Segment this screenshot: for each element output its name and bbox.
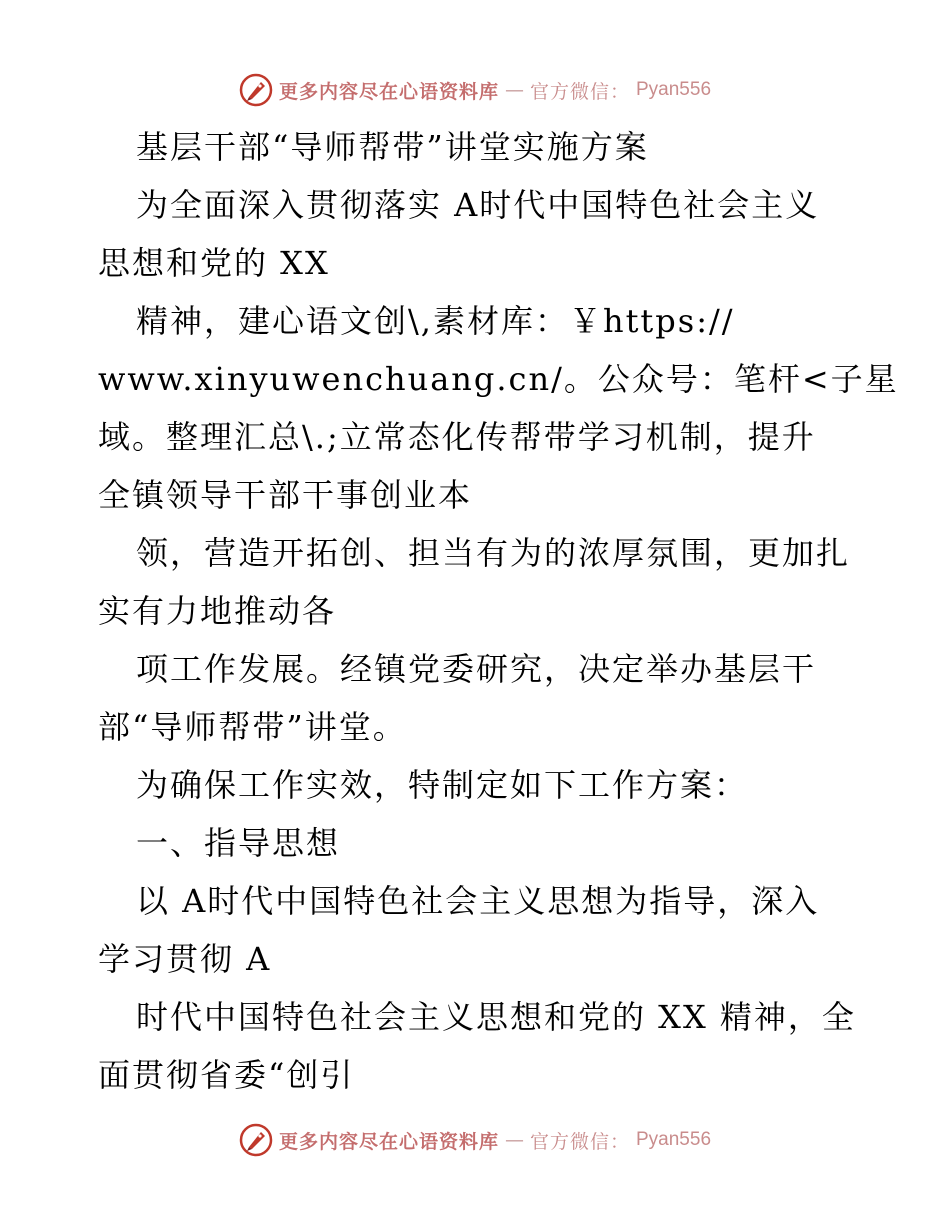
header-wechat-label: 官方微信： xyxy=(529,80,630,103)
pen-nib-logo-icon xyxy=(239,73,273,107)
text-line: 领，营造开拓创、担当有为的浓厚氛围，更加扎 xyxy=(136,534,851,572)
footer-banner xyxy=(0,1120,950,1160)
text-line: 基层干部“导师帮带”讲堂实施方案 xyxy=(136,128,649,166)
header-dash: — xyxy=(504,79,524,101)
document-body xyxy=(98,118,899,1104)
header-wechat-handle: Pyan556 xyxy=(636,79,712,100)
text-line: 实有力地推动各 xyxy=(98,592,337,630)
footer-dash: — xyxy=(504,1129,524,1151)
header-brand-text: 更多内容尽在心语资料库 xyxy=(278,80,499,103)
text-line: 项工作发展。经镇党委研究，决定举办基层干 xyxy=(136,650,817,688)
text-line: www.xinyuwenchuang.cn/。公众号：笔杆<子星 xyxy=(98,360,899,398)
text-line: 部“导师帮带”讲堂。 xyxy=(98,708,407,746)
footer-brand-text: 更多内容尽在心语资料库 xyxy=(278,1130,499,1153)
pen-nib-logo-icon xyxy=(239,1123,273,1157)
text-line: 面贯彻省委“创引 xyxy=(98,1056,355,1094)
text-line: 全镇领导干部干事创业本 xyxy=(98,476,473,514)
text-line: 为全面深入贯彻落实 A时代中国特色社会主义 xyxy=(136,186,820,224)
text-line: 域。整理汇总\.;立常态化传帮带学习机制，提升 xyxy=(98,418,816,456)
text-line: 一、指导思想 xyxy=(136,824,341,862)
header-banner xyxy=(0,70,950,110)
footer-wechat-handle: Pyan556 xyxy=(636,1129,712,1150)
text-line: 思想和党的 XX xyxy=(98,244,330,282)
text-line: 学习贯彻 A xyxy=(98,940,272,978)
footer-wechat-label: 官方微信： xyxy=(529,1130,630,1153)
text-line: 为确保工作实效，特制定如下工作方案： xyxy=(136,766,749,804)
text-line: 以 A时代中国特色社会主义思想为指导，深入 xyxy=(136,882,820,920)
text-line: 精神，建心语文创\,素材库：￥https:// xyxy=(136,302,735,340)
text-line: 时代中国特色社会主义思想和党的 XX 精神，全 xyxy=(136,998,856,1036)
